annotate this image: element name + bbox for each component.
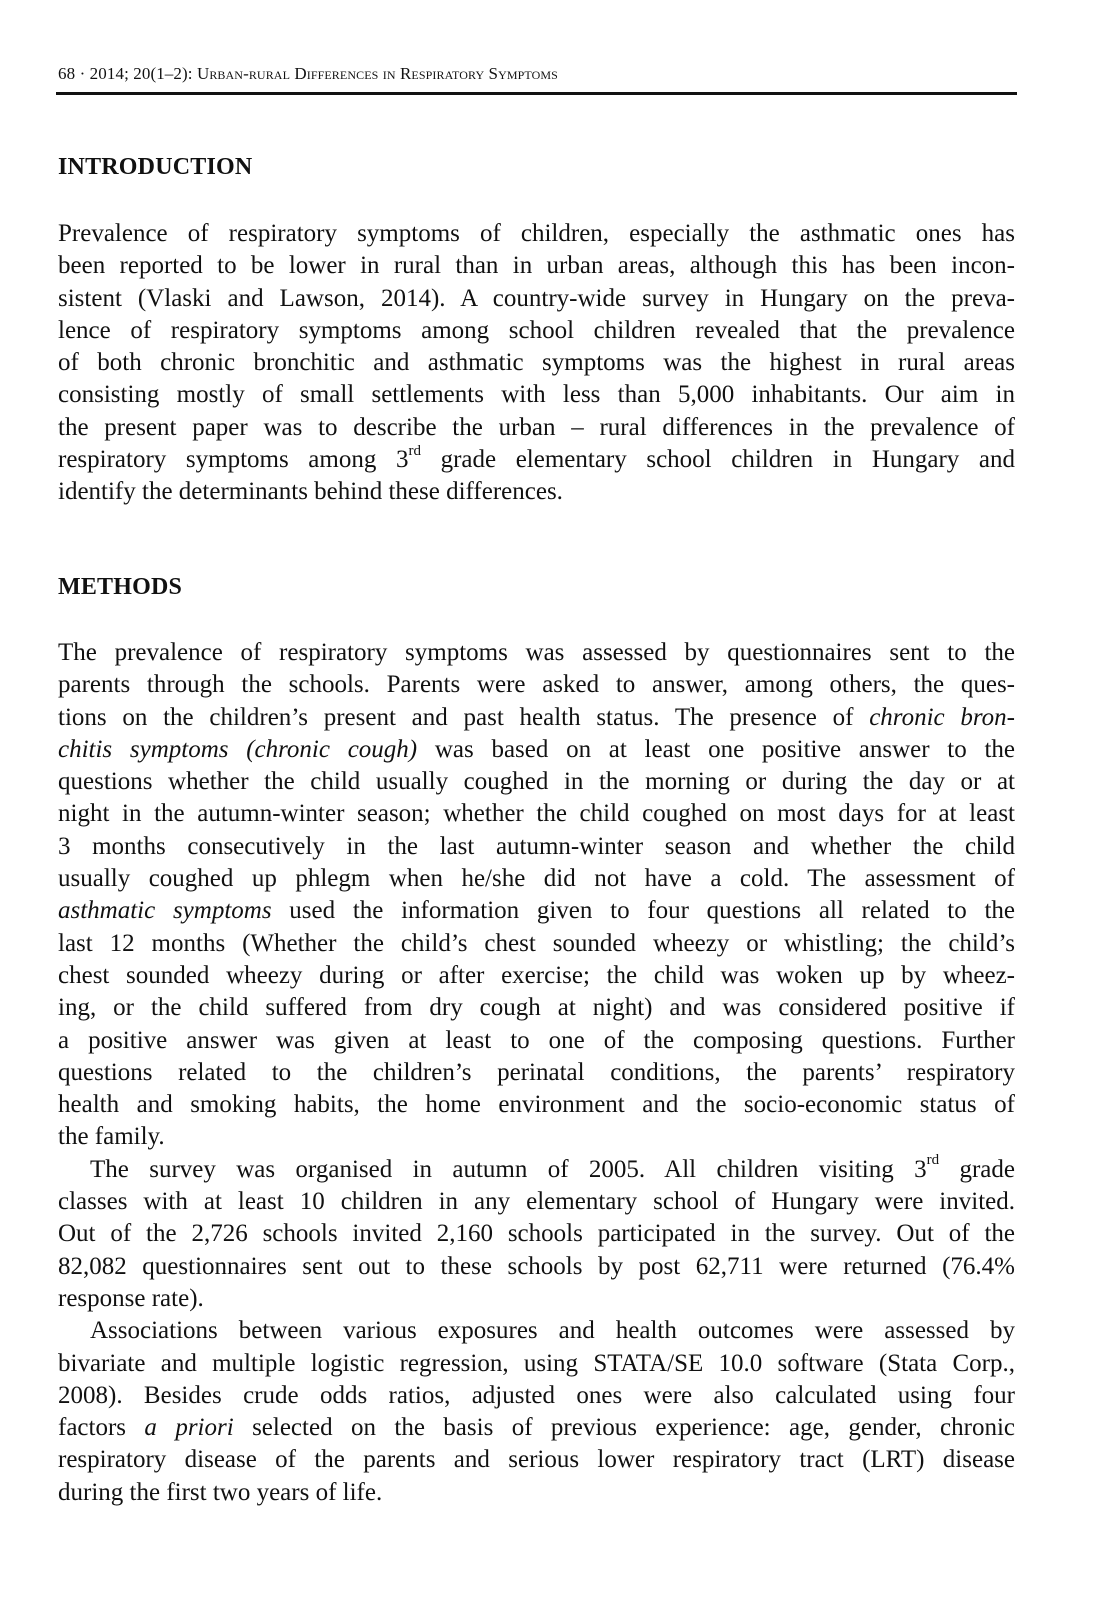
introduction-paragraph	[58, 218, 1015, 509]
text-line: response rate).	[58, 1284, 204, 1312]
italic-term: chitis symptoms (chronic cough)	[58, 735, 418, 763]
text-fragment: was based on at least one positive answer to the	[417, 735, 1016, 763]
text-line: bivariate and multiple logistic regression, using STATA/SE 10.0 software (Stata Corp.,	[58, 1349, 1015, 1377]
text-line	[58, 702, 1015, 734]
text-line: Out of the 2,726 schools invited 2,160 schools participated in the survey. Out of the	[58, 1220, 1015, 1248]
text-fragment: used the information given to four questions all related to the	[271, 897, 1016, 925]
text-line: last 12 months (Whether the child’s chest sounded wheezy or whistling; the child’s	[58, 929, 1015, 957]
text-line	[58, 444, 1015, 476]
text-line	[58, 1154, 1015, 1186]
text-line: identify the determinants behind these differences.	[58, 478, 563, 506]
text-line: 82,082 questionnaires sent out to these schools by post 62,711 were returned (76.4%	[58, 1252, 1015, 1280]
text-line: sistent (Vlaski and Lawson, 2014). A country-wide survey in Hungary on the preva-	[58, 284, 1015, 312]
text-line: consisting mostly of small settlements with less than 5,000 inhabitants. Our aim in	[58, 381, 1015, 409]
text-line: Associations between various exposures and health outcomes were assessed by	[90, 1317, 1015, 1345]
text-fragment: factors	[58, 1414, 145, 1442]
text-line: ing, or the child suffered from dry cough at night) and was considered positive if	[58, 994, 1015, 1022]
text-line: health and smoking habits, the home environment and the socio-economic status of	[58, 1091, 1015, 1119]
text-fragment: tions on the children’s present and past health status. The presence of	[58, 703, 870, 731]
text-line: parents through the schools. Parents were asked to answer, among others, the ques-	[58, 671, 1015, 699]
text-line: a positive answer was given at least to one of the composing questions. Further	[58, 1026, 1015, 1054]
text-line: night in the autumn-winter season; whether the child coughed on most days for at least	[58, 800, 1015, 828]
text-line: during the first two years of life.	[58, 1478, 383, 1506]
running-title: Urban-rural Differences in Respiratory Symptoms	[196, 64, 558, 83]
text-line: the family.	[58, 1123, 165, 1151]
journal-citation: · 2014; 20(1–2):	[79, 64, 197, 83]
text-line: 2008). Besides crude odds ratios, adjusted ones were also calculated using four	[58, 1381, 1015, 1409]
text-fragment: grade elementary school children in Hungary and	[420, 446, 1015, 474]
text-line: classes with at least 10 children in any elementary school of Hungary were invited.	[58, 1188, 1015, 1216]
text-line: questions related to the children’s perinatal conditions, the parents’ respiratory	[58, 1058, 1015, 1086]
section-heading-introduction: INTRODUCTION	[58, 154, 253, 180]
text-line: respiratory disease of the parents and serious lower respiratory tract (LRT) disease	[58, 1446, 1015, 1474]
text-line: usually coughed up phlegm when he/she did not have a cold. The assessment of	[58, 865, 1015, 893]
text-line: The prevalence of respiratory symptoms was assessed by questionnaires sent to the	[58, 639, 1015, 666]
header-rule	[56, 92, 1017, 95]
italic-term: a priori	[144, 1414, 234, 1442]
page-number: 68	[58, 64, 76, 83]
text-line: questions whether the child usually coughed in the morning or during the day or at	[58, 768, 1015, 796]
superscript: rd	[926, 1152, 940, 1169]
section-heading-methods: METHODS	[58, 574, 183, 600]
text-fragment: grade	[939, 1155, 1015, 1183]
text-line	[58, 1412, 1015, 1444]
text-line: lence of respiratory symptoms among school children revealed that the prevalence	[58, 316, 1015, 344]
superscript: rd	[408, 442, 421, 459]
text-fragment: selected on the basis of previous experience: age, gender, chronic	[233, 1414, 1015, 1442]
running-header	[58, 64, 558, 84]
italic-term: asthmatic symptoms	[58, 897, 272, 925]
methods-paragraph-1	[58, 637, 1015, 1509]
text-line	[58, 895, 1015, 927]
text-line: Prevalence of respiratory symptoms of children, especially the asthmatic ones has	[58, 220, 1015, 247]
text-line: been reported to be lower in rural than in urban areas, although this has been incon-	[58, 252, 1015, 280]
text-fragment: The survey was organised in autumn of 2005. All children visiting 3	[90, 1155, 927, 1183]
italic-term: chronic bron-	[869, 703, 1015, 731]
text-line: chest sounded wheezy during or after exercise; the child was woken up by wheez-	[58, 961, 1015, 989]
text-line: 3 months consecutively in the last autumn-winter season and whether the child	[58, 832, 1015, 860]
text-line: the present paper was to describe the urban – rural differences in the prevalence of	[58, 413, 1015, 441]
text-fragment: respiratory symptoms among 3	[58, 446, 409, 474]
text-line	[58, 734, 1015, 766]
text-line: of both chronic bronchitic and asthmatic symptoms was the highest in rural areas	[58, 349, 1015, 377]
